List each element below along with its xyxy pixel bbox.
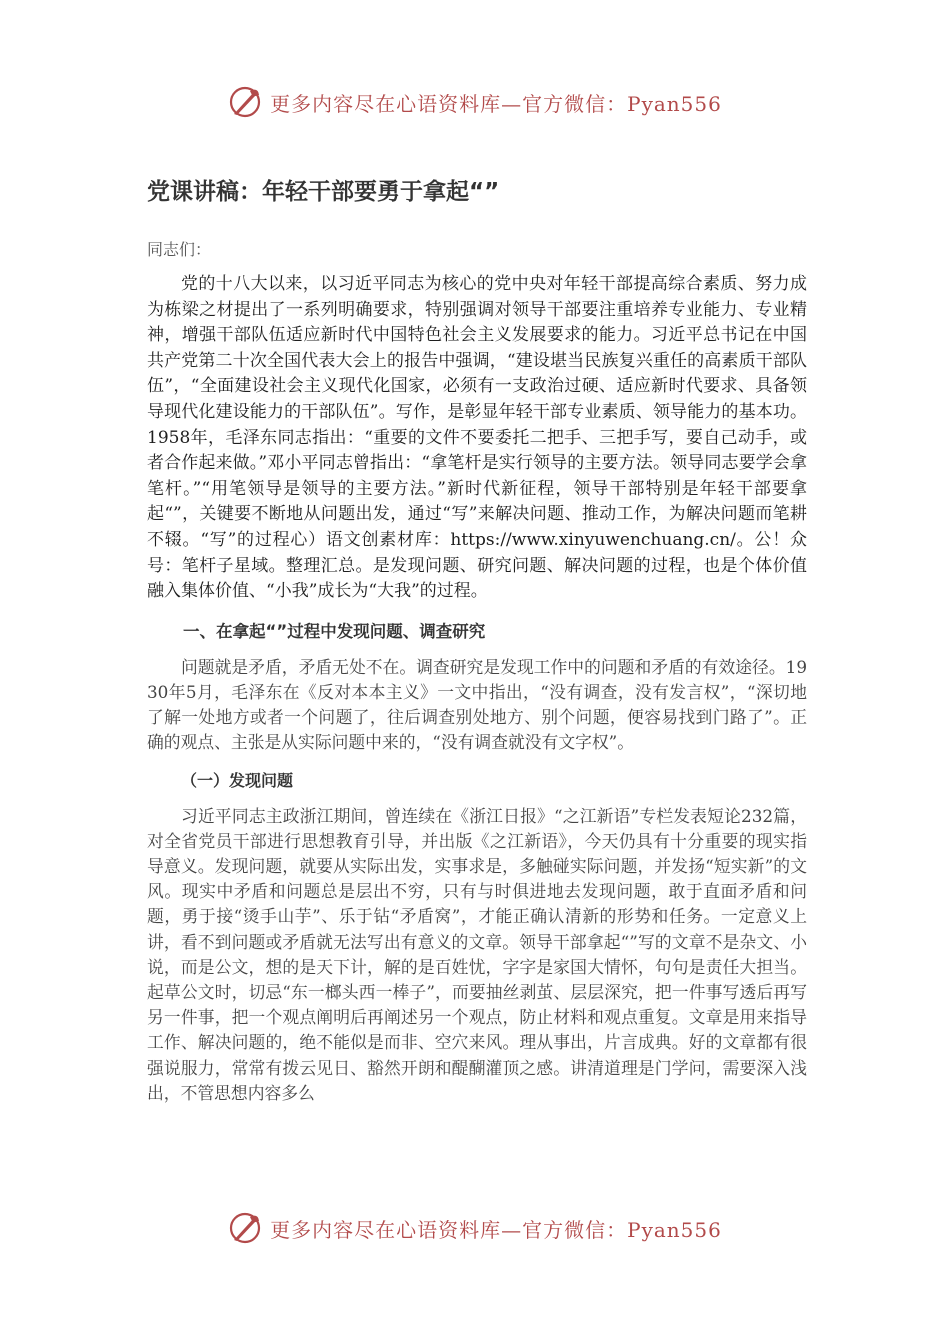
subsection-1-heading: （一）发现问题 xyxy=(181,770,294,790)
intro-paragraph: 党的十八大以来，以习近平同志为核心的党中央对年轻干部提高综合素质、努力成为栋梁之材提出了一系列明确要求，特别强调对领导干部要注重培养专业能力、专业精神，增强干部队伍适应新时代中国特色社会主义发展要求的能力。习近平总书记在中国共产党第二十次全国代表大会上的报告中强调，“建设堪当民族复兴重任的高素质干部队伍”，“全面建设社会主义现代化国家，必须有一支政治过硬、适应新时代要求、具备领导现代化建设能力的干部队伍”。写作，是彰显年轻干部专业素质、领导能力的基本功。1958年，毛泽东同志指出：“重要的文件不要委托二把手、三把手写，要自己动手，或者合作起来做。”邓小平同志曾指出：“拿笔杆是实行领导的主要方法。领导同志要学会拿笔杆。”“用笔领导是领导的主要方法。”新时代新征程，领导干部特别是年轻干部要拿起“”，关键要不断地从问题出发，通过“写”来解决问题、推动工作，为解决问题而笔耕不辍。“写”的过程心）语文创素材库：https://www.xinyuwenchuang.cn/。公！众号：笔杆子星域。整理汇总。是发现问题、研究问题、解决问题的过程，也是个体价值融入集体价值、“小我”成长为“大我”的过程。 xyxy=(147,274,807,602)
salutation: 同志们： xyxy=(147,240,212,259)
quill-logo-icon xyxy=(228,85,262,119)
banner-text: 更多内容尽在心语资料库—官方微信：Pyan556 xyxy=(270,91,722,116)
header-banner xyxy=(0,82,950,122)
banner-text: 更多内容尽在心语资料库—官方微信：Pyan556 xyxy=(270,1217,722,1242)
quill-logo-icon xyxy=(228,1211,262,1245)
document-body xyxy=(147,176,807,1106)
section-1-heading: 一、在拿起“”过程中发现问题、调查研究 xyxy=(183,621,486,641)
footer-banner xyxy=(0,1208,950,1248)
subsection-1-paragraph: 习近平同志主政浙江期间，曾连续在《浙江日报》“之江新语”专栏发表短论232篇，对全省党员干部进行思想教育引导，并出版《之江新语》，今天仍具有十分重要的现实指导意义。发现问题，就要从实际出发，实事求是，多触碰实际问题，并发扬“短实新”的文风。现实中矛盾和问题总是层出不穷，只有与时俱进地去发现问题，敢于直面矛盾和问题，勇于接“烫手山芋”、乐于钻“矛盾窝”，才能正确认清新的形势和任务。一定意义上讲，看不到问题或矛盾就无法写出有意义的文章。领导干部拿起“”写的文章不是杂文、小说，而是公文，想的是天下计，解的是百姓忧，字字是家国大情怀，句句是责任大担当。起草公文时，切忌“东一榔头西一棒子”，而要抽丝剥茧、层层深究，把一件事写透后再写另一件事，把一个观点阐明后再阐述另一个观点，防止材料和观点重复。文章是用来指导工作、解决问题的，绝不能似是而非、空穴来风。理从事出，片言成典。好的文章都有很强说服力，常常有拨云见日、豁然开朗和醍醐灌顶之感。讲清道理是门学问，需要深入浅出，不管思想内容多么 xyxy=(147,805,807,1103)
document-title: 党课讲稿：年轻干部要勇于拿起“” xyxy=(147,179,500,205)
section-1-paragraph: 问题就是矛盾，矛盾无处不在。调查研究是发现工作中的问题和矛盾的有效途径。1930年5月，毛泽东在《反对本本主义》一文中指出，“没有调查，没有发言权”，“深切地了解一处地方或者一个问题了，往后调查别处地方、别个问题，便容易找到门路了”。正确的观点、主张是从实际问题中来的，“没有调查就没有文字权”。 xyxy=(147,656,807,753)
